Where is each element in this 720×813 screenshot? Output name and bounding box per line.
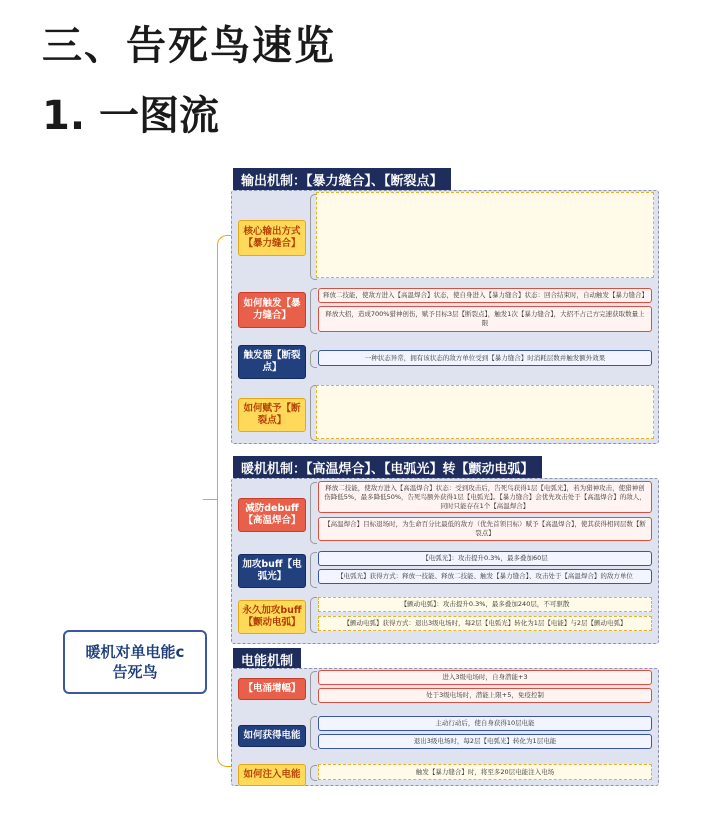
group-brace (310, 288, 317, 334)
info-box: 进入3级电场时，自身潜能+3 (318, 670, 652, 685)
info-box: 【电弧光】：攻击提升0.3%，最多叠加60层 (318, 551, 652, 566)
section-heading-warmup: 暖机机制：【高温焊合】、【电弧光】转【颤动电弧】 (233, 456, 542, 478)
section-title: 三、告死鸟速览 (42, 23, 336, 69)
section-heading-energy: 电能机制 (233, 648, 301, 670)
info-box: 处于3级电场时，潜能上限+5，免疫控制 (318, 688, 652, 703)
group-brace (310, 482, 317, 544)
group-brace (310, 552, 317, 588)
group-brace (310, 350, 317, 368)
category-grant-fracture: 如何赋予【断裂点】 (238, 398, 306, 432)
category-trigger-suture: 如何触发【暴力缝合】 (238, 292, 306, 328)
info-box: 【颤动电弧】：攻击提升0.3%，最多叠加240层，不可驱散 (318, 597, 652, 612)
group-brace (310, 716, 317, 750)
category-fracture-point: 触发器【断裂点】 (238, 345, 306, 379)
root-brace (217, 235, 232, 767)
info-box: 释放大招，造成700%猎神创伤，赋予目标3层【断裂点】，触发1次【暴力缝合】，大招不占己方完速获取数量上限 (318, 306, 652, 332)
info-box: 【颤动电弧】获得方式：退出3级电场时，每2层【电弧光】转化为1层【电能】与2层【颤动电弧】 (318, 616, 652, 631)
info-group-frame (316, 385, 654, 439)
group-brace (310, 671, 317, 705)
info-group-frame (316, 192, 654, 278)
group-brace (310, 765, 317, 781)
info-box: 主动行动后，使自身获得10层电能 (318, 716, 652, 731)
category-surge-boost: 【电涌增幅】 (238, 678, 306, 700)
category-core-output: 核心输出方式【暴力缝合】 (238, 220, 306, 256)
info-box: 一种状态异常，拥有该状态的敌方单位受到【暴力缝合】时消耗层数并触发额外效果 (318, 350, 652, 366)
mind-map-root: 暖机对单电能c告死鸟 (63, 630, 207, 694)
root-connector (203, 499, 217, 500)
info-box: 【电弧光】获得方式：释放一技能、释放二技能、触发【暴力缝合】、攻击处于【高温焊合】的敌方单位 (318, 569, 652, 584)
category-attack-buff: 加攻buff【电弧光】 (238, 554, 306, 588)
info-box: 触发【暴力缝合】时，将至多20层电能注入电场 (318, 764, 652, 780)
mind-map (0, 160, 720, 800)
info-box: 退出3级电场时，每2层【电弧光】转化为1层电能 (318, 734, 652, 749)
section-heading-output: 输出机制：【暴力缝合】、【断裂点】 (233, 168, 451, 190)
info-box: 【高温焊合】目标退场时，为生命百分比最低的敌方（优先首领目标）赋予【高温焊合】，使其获得相同层数【断裂点】 (318, 517, 652, 541)
category-gain-energy: 如何获得电能 (238, 725, 306, 747)
subsection-title: 1. 一图流 (42, 93, 219, 139)
group-brace (310, 597, 317, 633)
category-inject-energy: 如何注入电能 (238, 764, 306, 786)
category-defense-debuff: 减防debuff【高温焊合】 (238, 498, 306, 532)
category-permanent-buff: 永久加攻buff【颤动电弧】 (238, 600, 306, 634)
info-box: 释放二技能，使敌方进入【高温焊合】状态：受到攻击后，告死鸟获得1层【电弧光】，若为猎神攻击，使猎神创伤降低5%，最多降低50%，告死鸟额外获得1层【电弧光】。【暴力缝合】会优先攻击处于【高温焊合】的敌人，同时只能存在1个【高温焊合】 (318, 481, 652, 513)
info-box: 释放二技能，使敌方进入【高温焊合】状态，使自身进入【暴力缝合】状态：回合结束时，自动触发【暴力缝合】 (318, 288, 652, 303)
